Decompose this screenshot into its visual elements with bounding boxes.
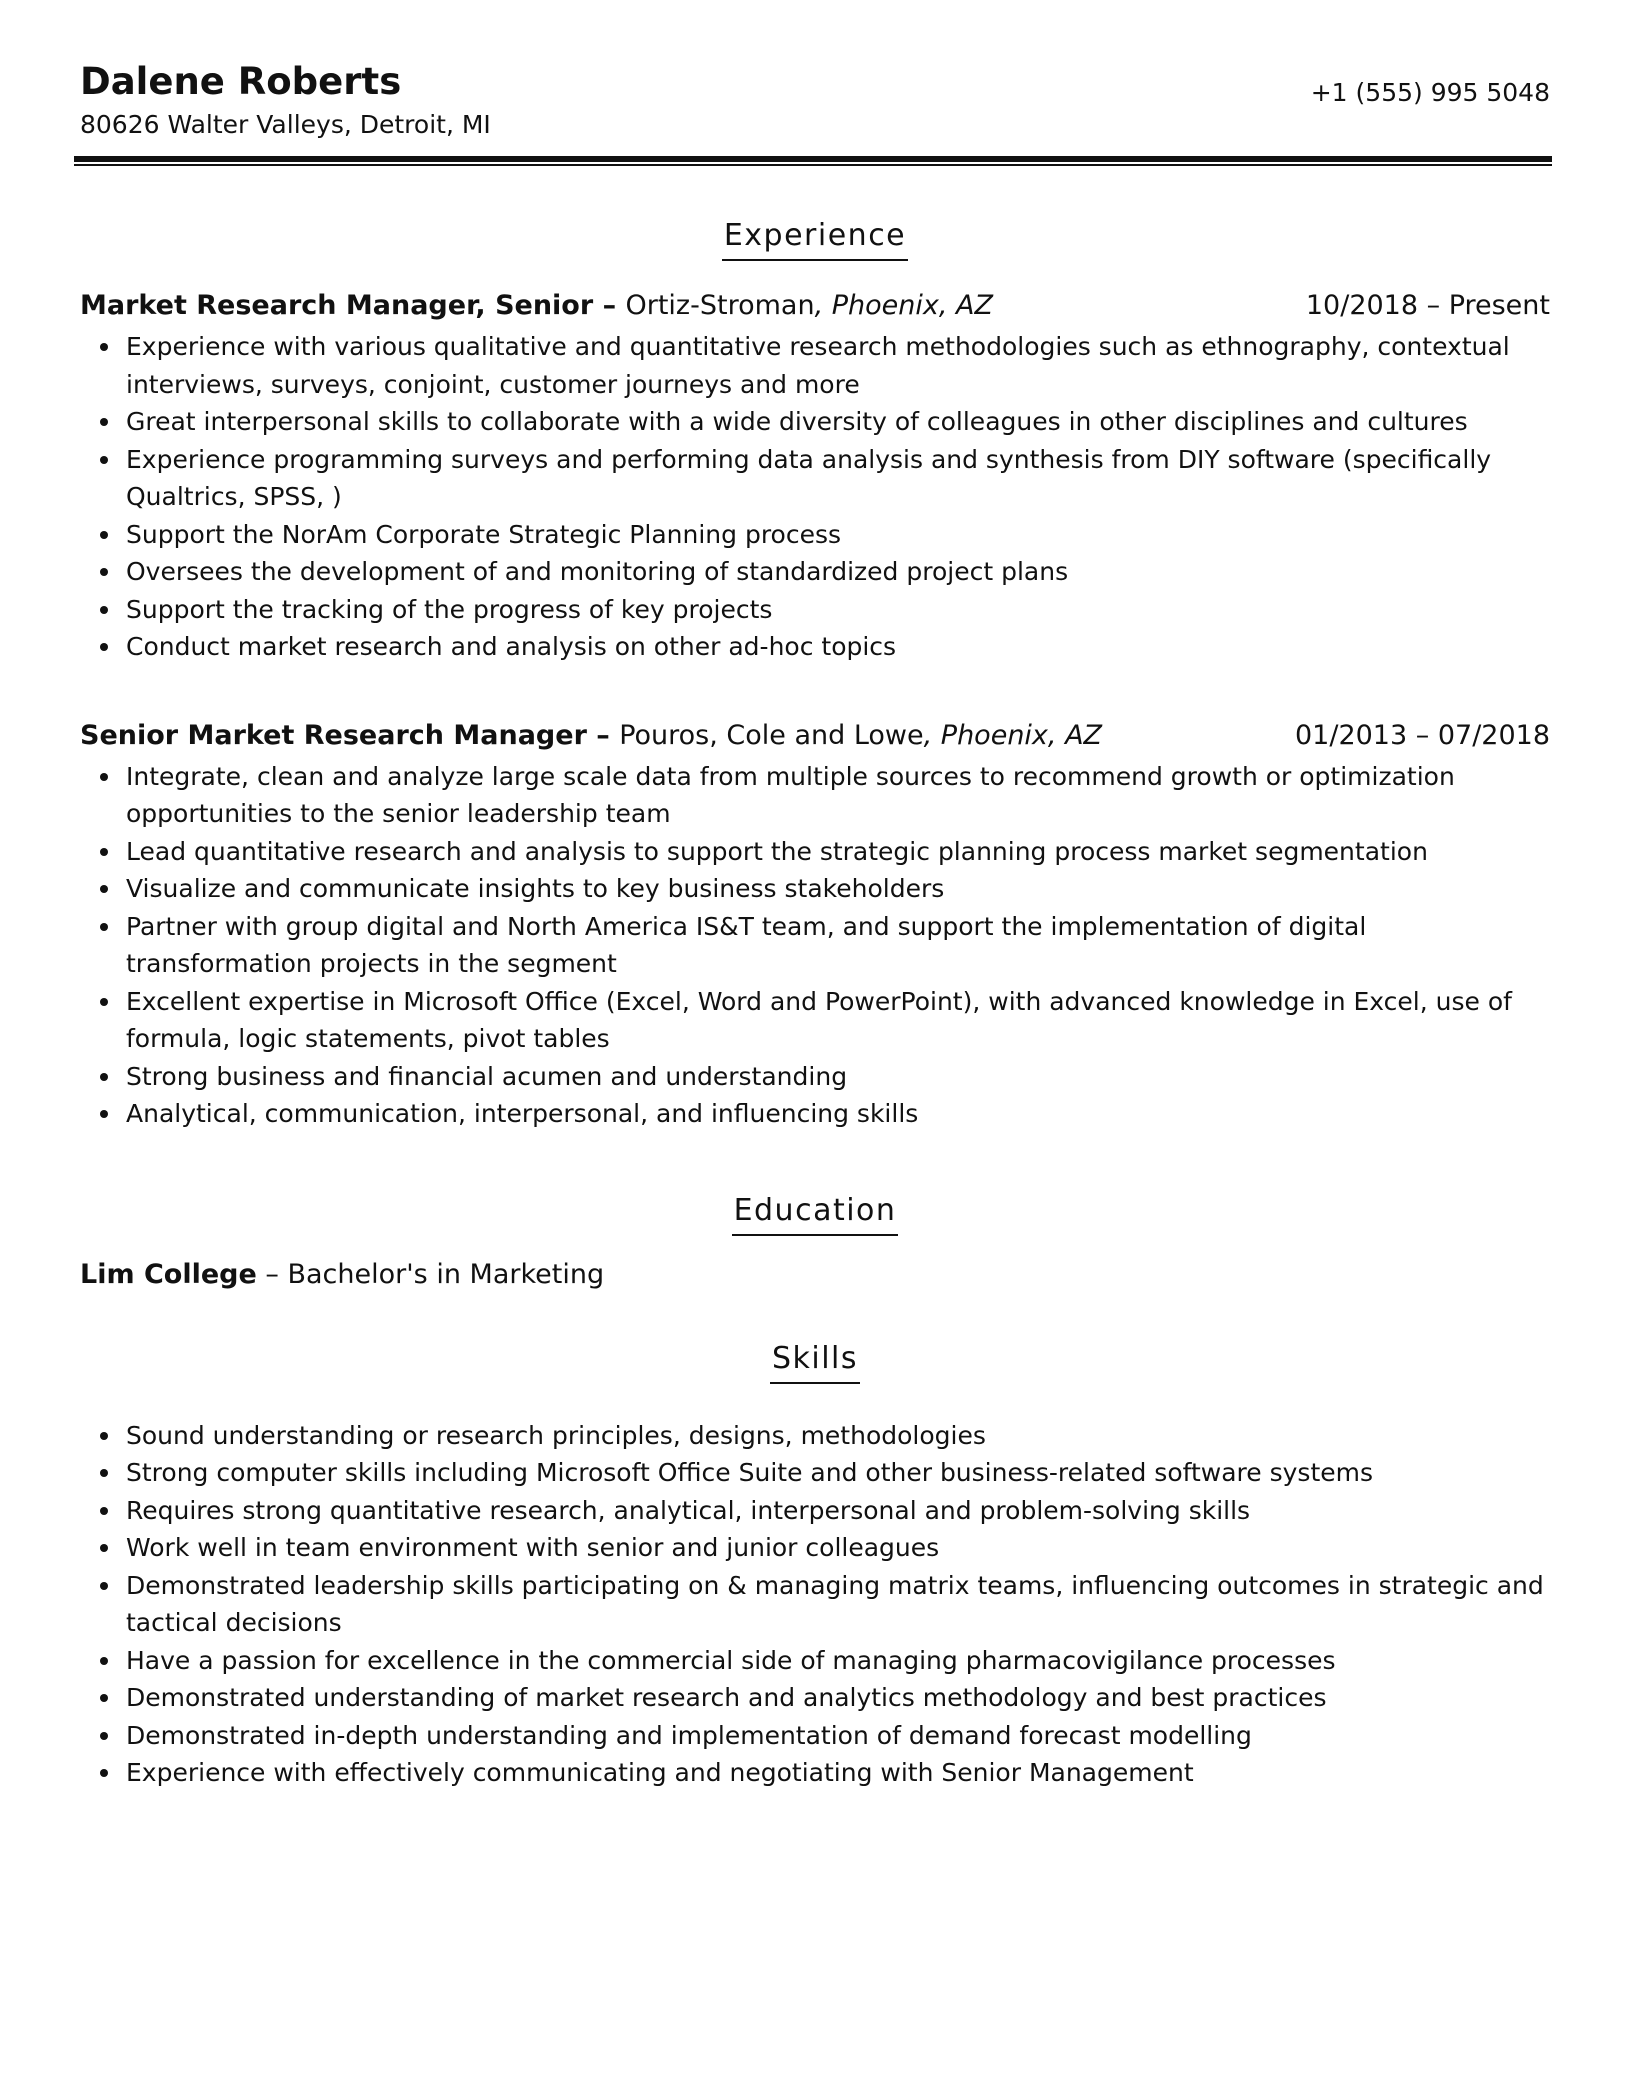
candidate-name: Dalene Roberts — [80, 60, 402, 103]
job-dates: 01/2013 – 07/2018 — [1295, 719, 1550, 751]
job-bullet: Experience with various qualitative and quantitative research methodologies such as ethnography, contextual interviews, surveys, conjoint, customer journeys and more — [80, 328, 1550, 403]
skill-item: Requires strong quantitative research, analytical, interpersonal and problem-solving skills — [80, 1492, 1550, 1530]
skills-list — [80, 1417, 1550, 1792]
section-heading — [80, 1191, 1550, 1247]
section-heading — [80, 216, 1550, 272]
job-bullet: Excellent expertise in Microsoft Office (Excel, Word and PowerPoint), with advanced knowledge in Excel, use of formula, logic statements, pivot tables — [80, 983, 1550, 1058]
job-entry — [80, 288, 1550, 666]
job-location: , Phoenix, AZ — [923, 719, 1103, 751]
skills-heading: Skills — [770, 1339, 860, 1384]
education-entry — [80, 1257, 1550, 1293]
experience-section — [80, 216, 1550, 1133]
job-bullet: Support the NorAm Corporate Strategic Planning process — [80, 516, 1550, 554]
job-bullet: Support the tracking of the progress of key projects — [80, 591, 1550, 629]
skill-item: Sound understanding or research principles, designs, methodologies — [80, 1417, 1550, 1455]
job-title: Market Research Manager, Senior – — [80, 290, 626, 321]
skill-item: Have a passion for excellence in the commercial side of managing pharmacovigilance processes — [80, 1642, 1550, 1680]
education-degree: – Bachelor's in Marketing — [256, 1258, 605, 1290]
skill-item: Strong computer skills including Microsoft Office Suite and other business-related software systems — [80, 1454, 1550, 1492]
skill-item: Demonstrated in-depth understanding and implementation of demand forecast modelling — [80, 1717, 1550, 1755]
experience-heading: Experience — [722, 216, 908, 261]
job-bullet: Analytical, communication, interpersonal, and influencing skills — [80, 1095, 1550, 1133]
education-section — [80, 1191, 1550, 1293]
skill-item: Experience with effectively communicating and negotiating with Senior Management — [80, 1754, 1550, 1792]
education-heading: Education — [732, 1191, 899, 1236]
job-header — [80, 718, 1550, 754]
job-bullet: Great interpersonal skills to collaborate with a wide diversity of colleagues in other disciplines and cultures — [80, 403, 1550, 441]
job-bullet-list — [80, 758, 1550, 1133]
resume-body — [80, 216, 1550, 1792]
candidate-address: 80626 Walter Valleys, Detroit, MI — [80, 110, 491, 139]
candidate-phone: +1 (555) 995 5048 — [1310, 78, 1550, 107]
job-bullet: Lead quantitative research and analysis to support the strategic planning process market segmentation — [80, 833, 1550, 871]
job-title: Senior Market Research Manager – — [80, 719, 620, 751]
job-bullet: Strong business and financial acumen and understanding — [80, 1058, 1550, 1096]
skill-item: Work well in team environment with senior and junior colleagues — [80, 1529, 1550, 1567]
resume-header — [80, 60, 1550, 142]
job-company: Pouros, Cole and Lowe — [619, 719, 924, 751]
section-heading — [80, 1339, 1550, 1395]
skill-item: Demonstrated leadership skills participating on & managing matrix teams, influencing outcomes in strategic and tactical decisions — [80, 1567, 1550, 1642]
job-entry — [80, 718, 1550, 1133]
job-bullet: Conduct market research and analysis on other ad-hoc topics — [80, 628, 1550, 666]
job-bullet: Oversees the development of and monitoring of standardized project plans — [80, 553, 1550, 591]
education-school: Lim College — [80, 1258, 257, 1290]
job-location: , Phoenix, AZ — [814, 290, 993, 321]
job-company: Ortiz-Stroman — [625, 290, 815, 321]
job-bullet: Experience programming surveys and performing data analysis and synthesis from DIY software (specifically Qualtrics, SPSS, ) — [80, 441, 1550, 516]
job-header — [80, 288, 1550, 324]
skill-item: Demonstrated understanding of market research and analytics methodology and best practices — [80, 1679, 1550, 1717]
job-bullet: Visualize and communicate insights to key business stakeholders — [80, 870, 1550, 908]
skills-section — [80, 1339, 1550, 1792]
job-bullet-list — [80, 328, 1550, 666]
job-bullet: Integrate, clean and analyze large scale data from multiple sources to recommend growth or optimization opportunities to the senior leadership team — [80, 758, 1550, 833]
header-divider — [74, 156, 1552, 166]
job-dates: 10/2018 – Present — [1305, 290, 1550, 321]
job-bullet: Partner with group digital and North America IS&T team, and support the implementation of digital transformation projects in the segment — [80, 908, 1550, 983]
